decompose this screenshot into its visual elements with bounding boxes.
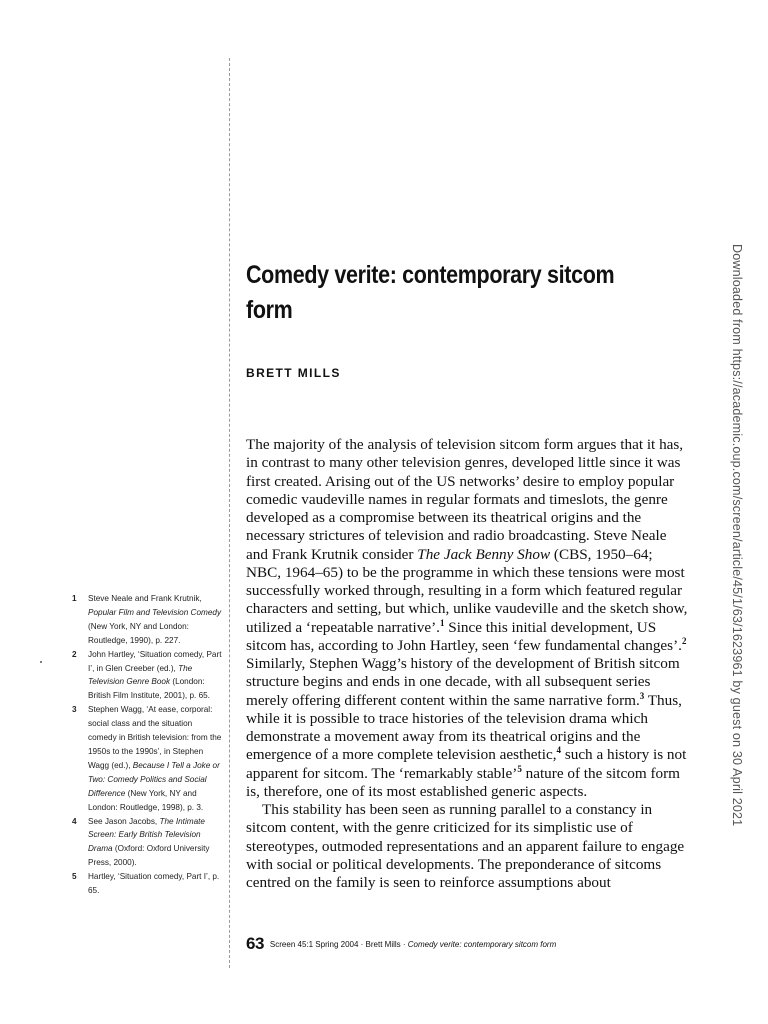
footnote-number: 5 <box>72 872 77 882</box>
footnote-number: 2 <box>72 649 77 659</box>
footnote <box>72 815 222 871</box>
text-run: See Jason Jacobs, <box>88 816 160 826</box>
text-run: Stephen Wagg, ‘At ease, corporal: social class and the situation comedy in British television: from the 1950s to the 1990s’, in Stephen Wagg (ed.), <box>88 705 222 770</box>
text-run: The majority of the analysis of television sitcom form argues that it has, in contrast to many other television genres, developed little since it was first created. Arising out of the US networks’ desire to employ popular comedic vaudeville names in regular formats and timeslots, the genre developed as a compromise between its theatrical origins and the necessary strictures of television and radio broadcasting. Steve Neale and Frank Krutnik consider <box>246 436 684 563</box>
footnote <box>72 592 222 648</box>
footnote <box>72 703 222 814</box>
footnote-number: 1 <box>72 594 77 603</box>
text-run: Since this initial development, US sitcom has, according to John Hartley, seen ‘few fundamental changes’. <box>246 618 682 654</box>
footnote <box>72 870 222 898</box>
text-run: John Hartley, ‘Situation comedy, Part I’, in Glen Creeber (ed.), <box>88 649 222 673</box>
italic-title: Popular Film and Television Comedy <box>88 607 222 617</box>
footnote-number: 3 <box>72 705 77 715</box>
stray-mark <box>40 661 42 663</box>
text-run: Hartley, ‘Situation comedy, Part I’, p. 65. <box>88 872 220 896</box>
footnote-text <box>88 705 221 811</box>
body-paragraph <box>246 436 690 801</box>
margin-rule <box>229 58 230 968</box>
text-run: (New York, NY and London: Routledge, 1990), p. 227. <box>88 621 189 645</box>
text-run: This stability has been seen as running parallel to a constancy in sitcom content, with the genre criticized for its simplistic use of stereotypes, outmoded representations and an apparent failure to engage with social or political developments. The preponderance of sitcoms centred on the family is seen to reinforce assumptions about <box>246 801 685 891</box>
text-run: (New York, NY and London: Routledge, 1998), p. 3. <box>88 788 204 812</box>
footnote-text <box>88 650 222 701</box>
text-run: Thus, while it is possible to trace histories of the television drama which demonstrate a movement away from its theatrical origins and the emergence of a more complete television aesthetic, <box>246 691 682 764</box>
footnote-text <box>88 817 210 868</box>
article-author: BRETT MILLS <box>246 366 341 380</box>
footnote <box>72 648 222 704</box>
footnote-ref: 2 <box>681 635 687 646</box>
journal-info: Screen 45:1 Spring 2004 · Brett Mills · <box>269 939 408 949</box>
italic-title: Because I Tell a Joke or Two: Comedy Politics and Social Difference <box>88 760 220 798</box>
footnotes-list <box>72 592 222 898</box>
text-run: (CBS, 1950–64; NBC, 1964–65) to be the programme in which these tensions were most successfully worked through, resulting in a form which featured regular characters and setting, but which, unlike vaudeville and the sketch show, utilized a ‘repeatable narrative’. <box>246 545 688 636</box>
footnote-ref: 3 <box>639 690 645 701</box>
text-run: (London: British Film Institute, 2001), p. 65. <box>88 677 210 701</box>
page-number: 63 <box>246 934 264 953</box>
footnote-text <box>88 594 221 645</box>
footnote-ref: 4 <box>556 745 562 756</box>
footer-citation <box>270 940 556 949</box>
body-paragraph <box>246 801 690 892</box>
footnote-number: 4 <box>72 816 77 826</box>
italic-title: The Jack Benny Show <box>417 545 551 563</box>
text-run: Steve Neale and Frank Krutnik, <box>88 594 202 603</box>
text-run: (Oxford: Oxford University Press, 2000). <box>88 844 210 868</box>
italic-title: The Intimate Screen: Early British Television Drama <box>88 816 205 854</box>
footnote-text <box>88 872 219 895</box>
text-run: such a history is not apparent for sitcom. The ‘remarkably stable’ <box>246 746 687 782</box>
italic-title: The Television Genre Book <box>88 663 193 687</box>
article-title: Comedy verite: contemporary sitcom form <box>246 261 615 324</box>
text-run: nature of the sitcom form is, therefore, one of its most established generic aspects. <box>246 764 680 800</box>
footnote-ref: 5 <box>517 763 522 774</box>
footnote-ref: 1 <box>439 617 445 628</box>
article-body <box>246 436 690 892</box>
page-footer <box>246 934 556 954</box>
running-title: Comedy verite: contemporary sitcom form <box>407 939 557 949</box>
text-run: Similarly, Stephen Wagg’s history of the development of British sitcom structure begins and ends in one decade, with all subsequent series merely offering different content within the same narrative form. <box>246 655 680 709</box>
download-watermark: Downloaded from https://academic.oup.com/screen/article/45/1/63/1623961 by guest on 30 April 2021 <box>730 244 744 827</box>
